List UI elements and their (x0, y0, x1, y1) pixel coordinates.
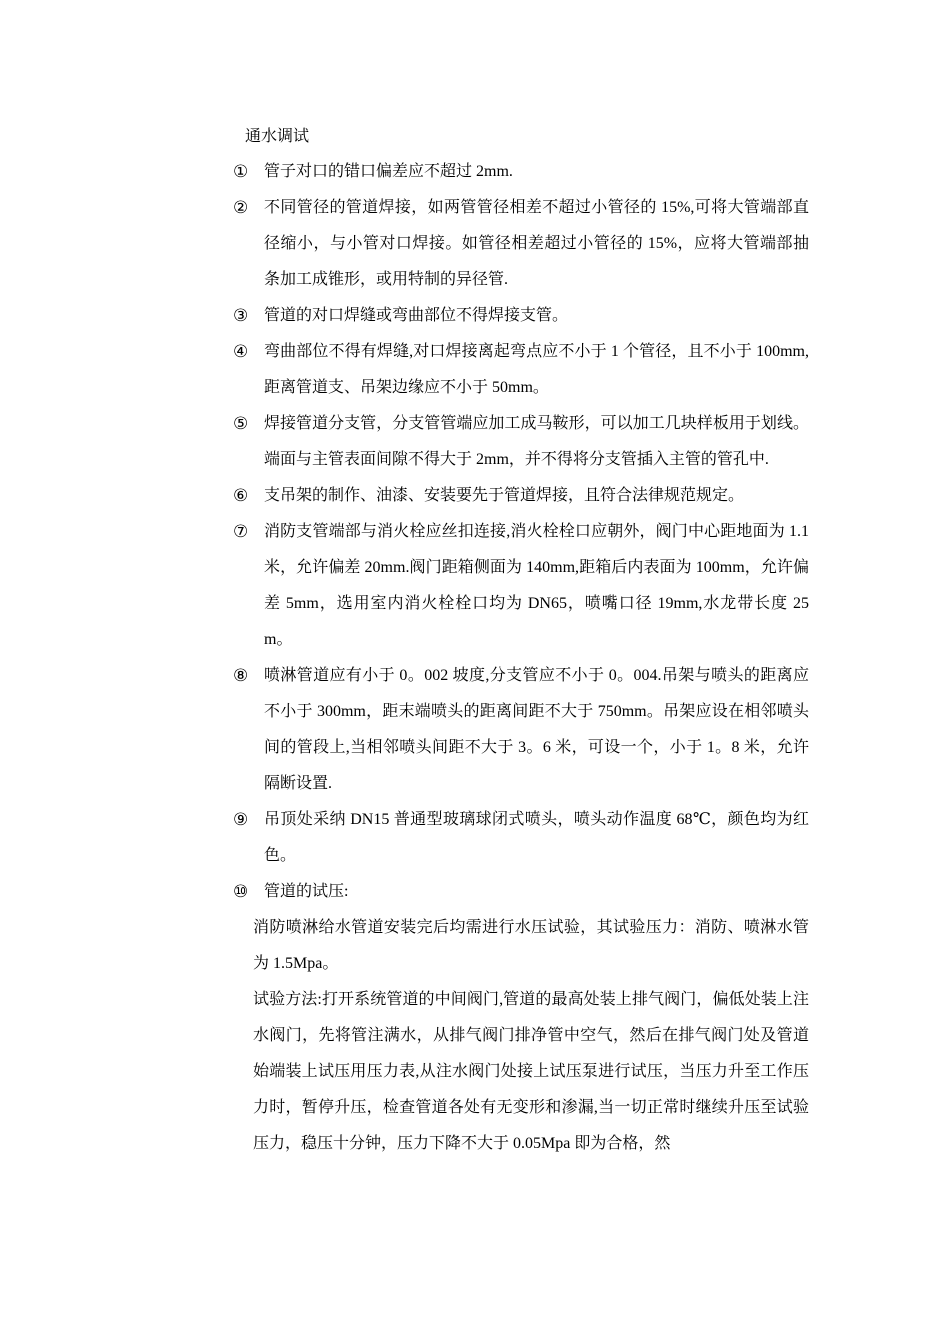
item-marker: ⑩ (233, 882, 249, 902)
list-item (233, 874, 809, 910)
item-text: 管子对口的错口偏差应不超过 2mm. (264, 163, 513, 180)
item-text: 支吊架的制作、油漆、安装要先于管道焊接，且符合法律规范规定。 (264, 487, 745, 504)
item-text: 弯曲部位不得有焊缝,对口焊接离起弯点应不小于 1 个管径，且不小于 100mm,距离管道支、吊架边缘应不小于 50mm。 (264, 343, 809, 396)
item-marker: ① (233, 162, 249, 182)
item-marker: ② (233, 198, 249, 218)
body-paragraph: 试验方法:打开系统管道的中间阀门,管道的最高处装上排气阀门，偏低处装上注水阀门，先将管注满水，从排气阀门排净管中空气，然后在排气阀门处及管道始端装上试压用压力表,从注水阀门处接上试压泵进行试压，当压力升至工作压力时，暂停升压，检查管道各处有无变形和渗漏,当一切正常时继续升压至试验压力，稳压十分钟，压力下降不大于 0.05Mpa 即为合格，然 (253, 991, 809, 1152)
list-item (233, 406, 809, 478)
numbered-list (233, 154, 809, 1162)
item-marker: ⑦ (233, 522, 249, 542)
list-item (233, 658, 809, 802)
item-text: 消防支管端部与消火栓应丝扣连接,消火栓栓口应朝外，阀门中心距地面为 1.1 米，允许偏差 20mm.阀门距箱侧面为 140mm,距箱后内表面为 100mm，允许偏差 5mm，选用室内消火栓栓口均为 DN65，喷嘴口径 19mm,水龙带长度 25m。 (264, 523, 809, 648)
item-text: 喷淋管道应有小于 0。002 坡度,分支管应不小于 0。004.吊架与喷头的距离应不小于 300mm，距末端喷头的距离间距不大于 750mm。吊架应设在相邻喷头间的管段上,当相邻喷头间距不大于 3。6 米，可设一个，小于 1。8 米，允许隔断设置. (264, 667, 809, 792)
item-marker: ⑨ (233, 810, 249, 830)
list-item (233, 478, 809, 514)
list-item (233, 154, 809, 190)
list-item (233, 334, 809, 406)
item-text: 不同管径的管道焊接，如两管管径相差不超过小管径的 15%,可将大管端部直径缩小，与小管对口焊接。如管径相差超过小管径的 15%，应将大管端部抽条加工成锥形，或用特制的异径管. (264, 199, 809, 288)
item-marker: ③ (233, 306, 249, 326)
section-heading: 通水调试 (245, 128, 310, 145)
item-marker: ⑧ (233, 666, 249, 686)
item-text: 焊接管道分支管，分支管管端应加工成马鞍形，可以加工几块样板用于划线。端面与主管表面间隙不得大于 2mm，并不得将分支管插入主管的管孔中. (264, 415, 809, 468)
list-item (233, 514, 809, 658)
item-marker: ⑥ (233, 486, 249, 506)
body-paragraph: 消防喷淋给水管道安装完后均需进行水压试验，其试验压力：消防、喷淋水管为 1.5Mpa。 (253, 919, 809, 972)
item-text: 管道的试压: (264, 883, 349, 900)
item-marker: ⑤ (233, 414, 249, 434)
list-item (233, 802, 809, 874)
item-marker: ④ (233, 342, 249, 362)
list-item (233, 190, 809, 298)
item-text: 吊顶处采纳 DN15 普通型玻璃球闭式喷头，喷头动作温度 68℃，颜色均为红色。 (264, 811, 809, 864)
item-text: 管道的对口焊缝或弯曲部位不得焊接支管。 (264, 307, 569, 324)
list-item (233, 298, 809, 334)
